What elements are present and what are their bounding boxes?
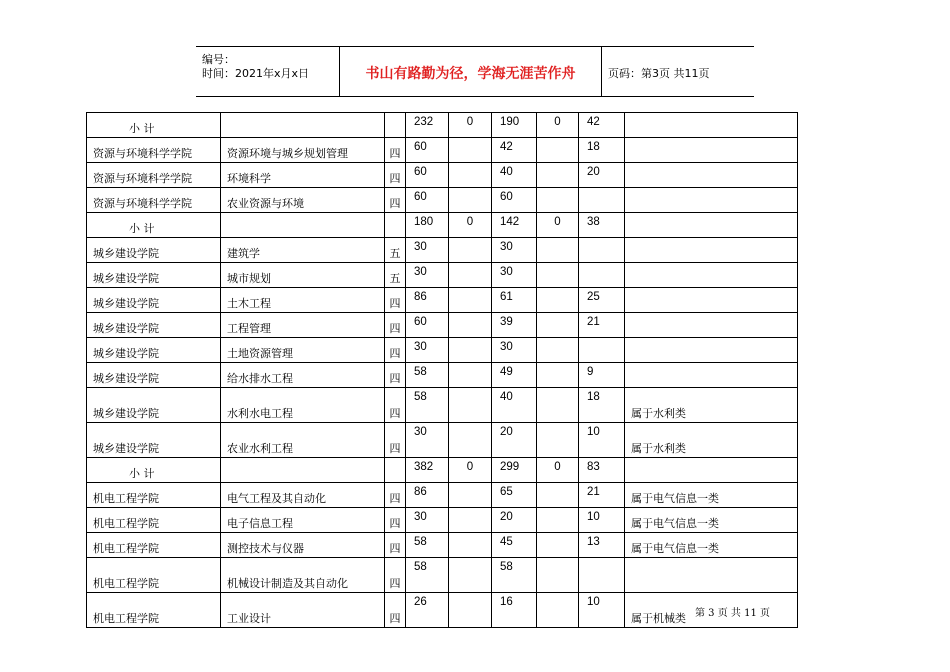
college-cell: 城乡建设学院 <box>87 338 221 363</box>
level-cell: 四 <box>385 363 406 388</box>
remark-cell: 属于机械类 <box>625 593 798 628</box>
total-cell: 86 <box>406 483 449 508</box>
count-cell-5 <box>579 188 625 213</box>
major-cell <box>221 113 385 138</box>
level-cell <box>385 458 406 483</box>
date-label: 时间：2021年x月x日 <box>202 67 310 80</box>
number-label: 编号： <box>202 53 235 66</box>
count-cell-3: 299 <box>492 458 537 483</box>
table-row <box>87 288 798 313</box>
count-cell-4: 0 <box>537 458 579 483</box>
major-cell: 城市规划 <box>221 263 385 288</box>
total-cell: 26 <box>406 593 449 628</box>
count-cell-2 <box>449 238 492 263</box>
count-cell-3: 60 <box>492 188 537 213</box>
remark-cell <box>625 138 798 163</box>
table-row <box>87 163 798 188</box>
level-cell: 四 <box>385 388 406 423</box>
total-cell: 86 <box>406 288 449 313</box>
page-label: 页码：第3页 共11页 <box>608 67 710 80</box>
major-cell: 电气工程及其自动化 <box>221 483 385 508</box>
count-cell-4 <box>537 533 579 558</box>
level-cell: 四 <box>385 338 406 363</box>
count-cell-2 <box>449 363 492 388</box>
count-cell-2 <box>449 313 492 338</box>
college-cell: 机电工程学院 <box>87 483 221 508</box>
level-cell: 四 <box>385 313 406 338</box>
count-cell-4: 0 <box>537 113 579 138</box>
table-row <box>87 188 798 213</box>
count-cell-3: 30 <box>492 263 537 288</box>
total-cell: 58 <box>406 388 449 423</box>
count-cell-3: 39 <box>492 313 537 338</box>
table-row <box>87 263 798 288</box>
remark-cell <box>625 558 798 593</box>
major-cell: 工程管理 <box>221 313 385 338</box>
total-cell: 60 <box>406 188 449 213</box>
count-cell-5: 18 <box>579 388 625 423</box>
count-cell-4 <box>537 263 579 288</box>
major-cell: 土地资源管理 <box>221 338 385 363</box>
count-cell-5: 18 <box>579 138 625 163</box>
table-row <box>87 338 798 363</box>
count-cell-2: 0 <box>449 113 492 138</box>
count-cell-2 <box>449 423 492 458</box>
count-cell-5: 20 <box>579 163 625 188</box>
count-cell-4 <box>537 593 579 628</box>
count-cell-2 <box>449 483 492 508</box>
subtotal-row <box>87 113 798 138</box>
remark-cell <box>625 263 798 288</box>
table-row <box>87 138 798 163</box>
count-cell-4 <box>537 338 579 363</box>
remark-cell <box>625 163 798 188</box>
major-cell: 土木工程 <box>221 288 385 313</box>
count-cell-5: 42 <box>579 113 625 138</box>
count-cell-3: 30 <box>492 238 537 263</box>
level-cell: 四 <box>385 483 406 508</box>
count-cell-4 <box>537 423 579 458</box>
table-row <box>87 238 798 263</box>
table-row <box>87 363 798 388</box>
major-cell: 建筑学 <box>221 238 385 263</box>
header-motto-cell <box>340 47 602 96</box>
level-cell: 四 <box>385 138 406 163</box>
table-body <box>87 113 798 628</box>
subtotal-row <box>87 458 798 483</box>
count-cell-3: 42 <box>492 138 537 163</box>
college-cell: 城乡建设学院 <box>87 423 221 458</box>
total-cell: 30 <box>406 238 449 263</box>
college-cell: 城乡建设学院 <box>87 388 221 423</box>
enrollment-table <box>86 112 798 628</box>
college-cell: 机电工程学院 <box>87 593 221 628</box>
count-cell-3: 49 <box>492 363 537 388</box>
count-cell-3: 65 <box>492 483 537 508</box>
college-cell: 资源与环境科学学院 <box>87 163 221 188</box>
level-cell: 四 <box>385 288 406 313</box>
remark-cell: 属于电气信息一类 <box>625 508 798 533</box>
count-cell-5: 21 <box>579 313 625 338</box>
table-row <box>87 483 798 508</box>
total-cell: 30 <box>406 338 449 363</box>
count-cell-2 <box>449 508 492 533</box>
remark-cell <box>625 238 798 263</box>
count-cell-4: 0 <box>537 213 579 238</box>
level-cell: 四 <box>385 508 406 533</box>
total-cell: 58 <box>406 558 449 593</box>
count-cell-2 <box>449 138 492 163</box>
count-cell-3: 30 <box>492 338 537 363</box>
major-cell: 资源环境与城乡规划管理 <box>221 138 385 163</box>
level-cell: 四 <box>385 558 406 593</box>
count-cell-5: 25 <box>579 288 625 313</box>
level-cell: 五 <box>385 238 406 263</box>
count-cell-2 <box>449 263 492 288</box>
count-cell-5 <box>579 558 625 593</box>
count-cell-2 <box>449 558 492 593</box>
count-cell-5 <box>579 338 625 363</box>
page-footer: 第 3 页 共 11 页 <box>695 608 770 619</box>
count-cell-3: 58 <box>492 558 537 593</box>
level-cell: 四 <box>385 188 406 213</box>
count-cell-5: 21 <box>579 483 625 508</box>
remark-cell: 属于水利类 <box>625 388 798 423</box>
count-cell-3: 20 <box>492 508 537 533</box>
count-cell-5: 10 <box>579 593 625 628</box>
major-cell: 机械设计制造及其自动化 <box>221 558 385 593</box>
count-cell-4 <box>537 188 579 213</box>
header-meta-cell <box>196 47 340 96</box>
count-cell-4 <box>537 163 579 188</box>
count-cell-5: 10 <box>579 423 625 458</box>
remark-cell: 属于电气信息一类 <box>625 483 798 508</box>
remark-cell <box>625 458 798 483</box>
count-cell-3: 190 <box>492 113 537 138</box>
major-cell: 测控技术与仪器 <box>221 533 385 558</box>
major-cell: 电子信息工程 <box>221 508 385 533</box>
remark-cell <box>625 188 798 213</box>
count-cell-5: 38 <box>579 213 625 238</box>
total-cell: 232 <box>406 113 449 138</box>
count-cell-4 <box>537 138 579 163</box>
document-header <box>196 46 754 97</box>
college-cell: 机电工程学院 <box>87 533 221 558</box>
count-cell-2 <box>449 188 492 213</box>
count-cell-5: 10 <box>579 508 625 533</box>
total-cell: 60 <box>406 313 449 338</box>
level-cell <box>385 113 406 138</box>
count-cell-5: 83 <box>579 458 625 483</box>
count-cell-4 <box>537 363 579 388</box>
table-row <box>87 593 798 628</box>
table-row <box>87 423 798 458</box>
subtotal-row <box>87 213 798 238</box>
count-cell-2 <box>449 533 492 558</box>
remark-cell <box>625 288 798 313</box>
major-cell <box>221 458 385 483</box>
count-cell-3: 20 <box>492 423 537 458</box>
count-cell-2 <box>449 163 492 188</box>
remark-cell <box>625 363 798 388</box>
count-cell-3: 45 <box>492 533 537 558</box>
major-cell: 环境科学 <box>221 163 385 188</box>
count-cell-4 <box>537 238 579 263</box>
college-cell: 小 计 <box>87 213 221 238</box>
count-cell-2: 0 <box>449 213 492 238</box>
college-cell: 小 计 <box>87 113 221 138</box>
count-cell-4 <box>537 288 579 313</box>
major-cell: 水利水电工程 <box>221 388 385 423</box>
count-cell-4 <box>537 388 579 423</box>
count-cell-3: 40 <box>492 163 537 188</box>
total-cell: 180 <box>406 213 449 238</box>
level-cell: 四 <box>385 593 406 628</box>
count-cell-5: 13 <box>579 533 625 558</box>
count-cell-2 <box>449 593 492 628</box>
count-cell-5: 9 <box>579 363 625 388</box>
total-cell: 30 <box>406 423 449 458</box>
count-cell-5 <box>579 238 625 263</box>
major-cell: 工业设计 <box>221 593 385 628</box>
remark-cell: 属于电气信息一类 <box>625 533 798 558</box>
total-cell: 58 <box>406 533 449 558</box>
major-cell: 给水排水工程 <box>221 363 385 388</box>
total-cell: 60 <box>406 163 449 188</box>
total-cell: 30 <box>406 508 449 533</box>
remark-cell <box>625 338 798 363</box>
table-row <box>87 313 798 338</box>
college-cell: 机电工程学院 <box>87 558 221 593</box>
remark-cell <box>625 213 798 238</box>
level-cell: 四 <box>385 423 406 458</box>
remark-cell <box>625 313 798 338</box>
total-cell: 382 <box>406 458 449 483</box>
count-cell-3: 61 <box>492 288 537 313</box>
remark-cell: 属于水利类 <box>625 423 798 458</box>
college-cell: 城乡建设学院 <box>87 363 221 388</box>
total-cell: 60 <box>406 138 449 163</box>
count-cell-3: 40 <box>492 388 537 423</box>
total-cell: 58 <box>406 363 449 388</box>
remark-cell <box>625 113 798 138</box>
table-row <box>87 533 798 558</box>
table-row <box>87 388 798 423</box>
major-cell: 农业水利工程 <box>221 423 385 458</box>
college-cell: 城乡建设学院 <box>87 238 221 263</box>
major-cell: 农业资源与环境 <box>221 188 385 213</box>
count-cell-3: 142 <box>492 213 537 238</box>
count-cell-2 <box>449 338 492 363</box>
level-cell <box>385 213 406 238</box>
college-cell: 资源与环境科学学院 <box>87 138 221 163</box>
count-cell-4 <box>537 313 579 338</box>
level-cell: 四 <box>385 533 406 558</box>
total-cell: 30 <box>406 263 449 288</box>
count-cell-4 <box>537 558 579 593</box>
header-page-cell <box>602 47 754 96</box>
table-row <box>87 558 798 593</box>
college-cell: 资源与环境科学学院 <box>87 188 221 213</box>
level-cell: 四 <box>385 163 406 188</box>
college-cell: 小 计 <box>87 458 221 483</box>
motto-text: 书山有路勤为径，学海无涯苦作舟 <box>365 66 576 82</box>
count-cell-3: 16 <box>492 593 537 628</box>
count-cell-4 <box>537 483 579 508</box>
level-cell: 五 <box>385 263 406 288</box>
college-cell: 城乡建设学院 <box>87 263 221 288</box>
table-row <box>87 508 798 533</box>
count-cell-2 <box>449 288 492 313</box>
major-cell <box>221 213 385 238</box>
college-cell: 机电工程学院 <box>87 508 221 533</box>
count-cell-2 <box>449 388 492 423</box>
count-cell-2: 0 <box>449 458 492 483</box>
count-cell-5 <box>579 263 625 288</box>
college-cell: 城乡建设学院 <box>87 313 221 338</box>
college-cell: 城乡建设学院 <box>87 288 221 313</box>
count-cell-4 <box>537 508 579 533</box>
